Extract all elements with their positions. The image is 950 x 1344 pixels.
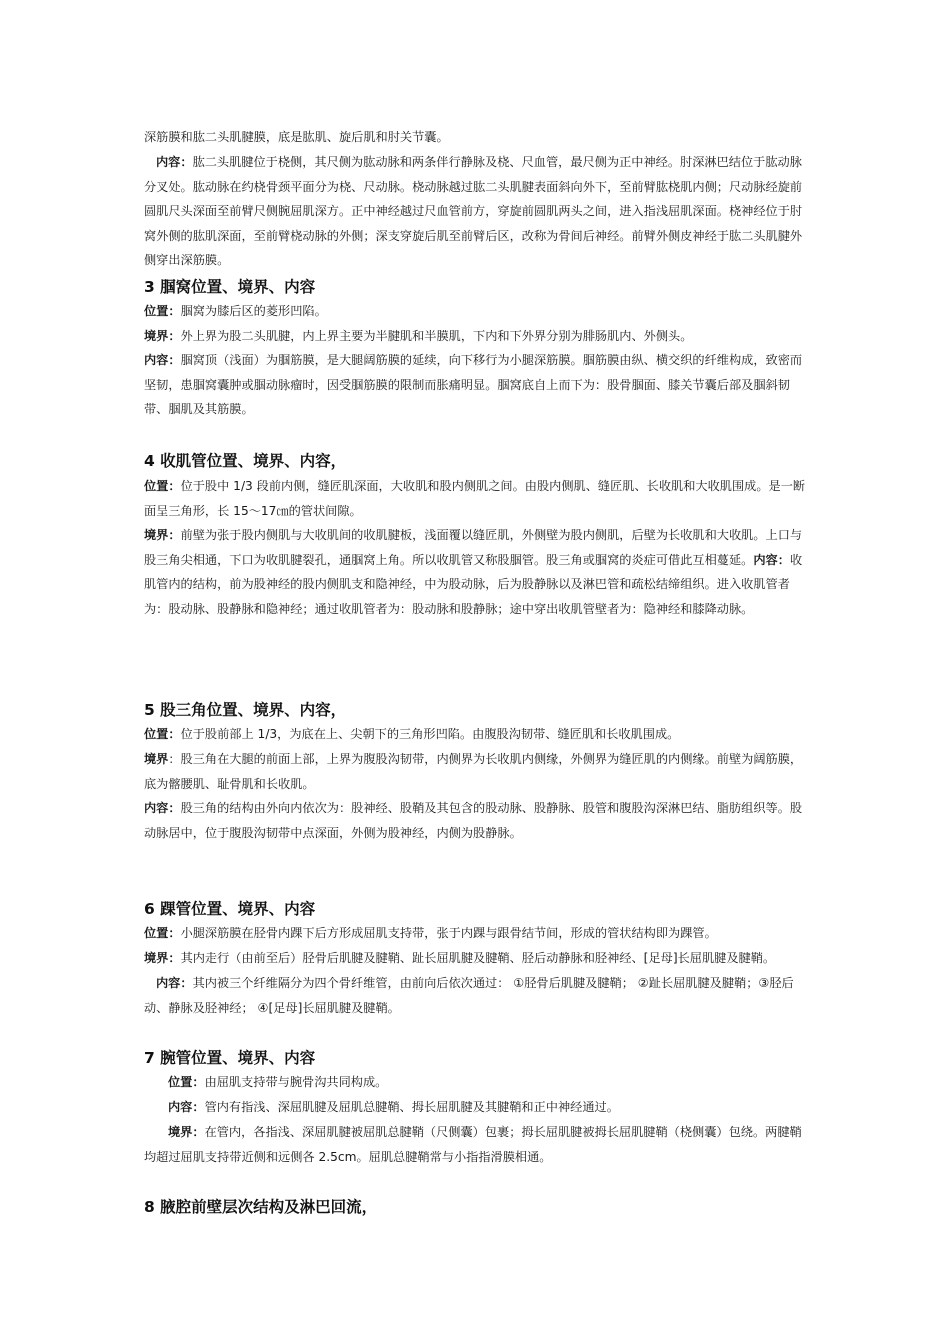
position-text: 由屈肌支持带与腕骨沟共同构成。 — [204, 1075, 388, 1089]
position-label: 位置： — [144, 304, 181, 318]
position-label: 位置： — [144, 479, 181, 493]
boundary-text: 在管内，各指浅、深屈肌腱被屈肌总腱鞘（尺侧囊）包裹；拇长屈肌腱被拇长屈肌腱鞘（桡侧囊）包绕。两腱鞘均超过屈肌支持带近侧和远侧各 2.5cm。屈肌总腱鞘常与小指指滑膜相通。 — [144, 1125, 802, 1164]
content-label: 内容： — [156, 155, 193, 169]
paragraph-adductor-boundary-content — [144, 523, 810, 621]
paragraph-tarsal-position — [144, 921, 810, 946]
heading-axillary-anterior-wall: 8 腋腔前壁层次结构及淋巴回流， — [144, 1198, 378, 1216]
paragraph-carpal-content — [144, 1095, 810, 1120]
content-text: 肱二头肌腱位于桡侧，其尺侧为肱动脉和两条伴行静脉及桡、尺血管，最尺侧为正中神经。肘深淋巴结位于肱动脉分叉处。肱动脉在约桡骨颈平面分为桡、尺动脉。桡动脉越过肱二头肌腱表面斜向外下，至前臂肱桡肌内侧；尺动脉经旋前圆肌尺头深面至前臂尺侧腕屈肌深方。正中神经越过尺血管前方，穿旋前圆肌两头之间，进入指浅屈肌深面。桡神经位于肘窝外侧的肱肌深面，至前臂桡动脉的外侧；深支穿旋后肌至前臂后区，改称为骨间后神经。前臂外侧皮神经于肱二头肌腱外侧穿出深筋膜。 — [144, 155, 803, 268]
paragraph-adductor-position — [144, 474, 810, 523]
boundary-text: 前壁为张于股内侧肌与大收肌间的收肌腱板，浅面覆以缝匠肌，外侧壁为股内侧肌，后壁为长收肌和大收肌。上口与股三角尖相通，下口为收肌腱裂孔，通腘窝上角。所以收肌管又称股腘管。股三角或腘窝的炎症可借此互相蔓延。 — [144, 528, 803, 567]
content-label: 内容： — [753, 552, 790, 567]
content-text: 其内被三个纤维隔分为四个骨纤维管，由前向后依次通过： ①胫骨后肌腱及腱鞘； ②趾长屈肌腱及腱鞘；③胫后动、静脉及胫神经； ④[足母]长屈肌腱及腱鞘。 — [144, 976, 794, 1015]
heading-popliteal-fossa: 3 腘窝位置、境界、内容 — [144, 278, 316, 296]
position-label: 位置： — [144, 727, 181, 741]
paragraph-popliteal-position — [144, 299, 810, 324]
boundary-label: 境界： — [144, 528, 181, 542]
paragraph-femoral-content — [144, 796, 810, 845]
content-text: 收肌管内的结构，前为股神经的股内侧肌支和隐神经，中为股动脉，后为股静脉以及淋巴管和疏松结缔组织。进入收肌管者为：股动脉、股静脉和隐神经；通过收肌管者为：股动脉和股静脉；途中穿出收肌管壁者为：隐神经和膝降动脉。 — [144, 552, 803, 616]
content-label: 内容： — [168, 1100, 205, 1114]
content-label: 内容： — [144, 801, 181, 815]
content-label: 内容： — [144, 353, 181, 367]
content-text: 管内有指浅、深屈肌腱及屈肌总腱鞘、拇长屈肌腱及其腱鞘和正中神经通过。 — [204, 1100, 619, 1114]
content-text: 股三角的结构由外向内依次为：股神经、股鞘及其包含的股动脉、股静脉、股管和腹股沟深淋巴结、脂肪组织等。股动脉居中，位于腹股沟韧带中点深面，外侧为股神经，内侧为股静脉。 — [144, 801, 803, 840]
paragraph-popliteal-boundary — [144, 324, 810, 349]
position-label: 位置： — [144, 926, 181, 940]
paragraph-tarsal-content — [144, 971, 810, 1020]
paragraph-femoral-position — [144, 722, 810, 747]
paragraph-cubital-content — [144, 150, 810, 273]
position-text: 位于股中 1/3 段前内侧，缝匠肌深面，大收肌和股内侧肌之间。由股内侧肌、缝匠肌、长收肌和大收肌围成。是一断面呈三角形，长 15～17㎝的管状间隙。 — [144, 479, 806, 518]
paragraph-cubital-boundary — [144, 125, 810, 150]
content-label: 内容： — [156, 976, 193, 990]
paragraph-femoral-boundary — [144, 747, 810, 796]
paragraph-carpal-position — [144, 1070, 810, 1095]
paragraph-popliteal-content — [144, 348, 810, 422]
heading-adductor-canal: 4 收肌管位置、境界、内容， — [144, 452, 347, 470]
heading-carpal-tunnel: 7 腕管位置、境界、内容 — [144, 1049, 316, 1067]
boundary-label: 境界： — [168, 1125, 205, 1139]
paragraph-tarsal-boundary — [144, 946, 810, 971]
position-text: 腘窝为膝后区的菱形凹陷。 — [180, 304, 327, 318]
content-text: 腘窝顶（浅面）为腘筋膜，是大腿阔筋膜的延续，向下移行为小腿深筋膜。腘筋膜由纵、横交织的纤维构成，致密而坚韧，患腘窝囊肿或腘动脉瘤时，因受腘筋膜的限制而胀痛明显。腘窝底自上而下为：股骨腘面、膝关节囊后部及腘斜韧带、腘肌及其筋膜。 — [144, 353, 803, 417]
boundary-text: ：股三角在大腿的前面上部，上界为腹股沟韧带，内侧界为长收肌内侧缘，外侧界为缝匠肌的内侧缘。前壁为阔筋膜，底为髂腰肌、耻骨肌和长收肌。 — [144, 752, 803, 791]
text: 深筋膜和肱二头肌腱膜，底是肱肌、旋后肌和肘关节囊。 — [144, 130, 449, 144]
position-text: 小腿深筋膜在胫骨内踝下后方形成屈肌支持带，张于内踝与跟骨结节间，形成的管状结构即为踝管。 — [180, 926, 717, 940]
boundary-label: 境界： — [144, 329, 181, 343]
heading-femoral-triangle: 5 股三角位置、境界、内容， — [144, 701, 347, 719]
boundary-text: 外上界为股二头肌腱，内上界主要为半腱肌和半膜肌，下内和下外界分别为腓肠肌内、外侧头。 — [180, 329, 693, 343]
paragraph-carpal-boundary — [144, 1120, 810, 1169]
boundary-text: 其内走行（由前至后）胫骨后肌腱及腱鞘、趾长屈肌腱及腱鞘、胫后动静脉和胫神经、[足母]长屈肌腱及腱鞘。 — [180, 951, 776, 965]
boundary-label: 境界 — [144, 752, 169, 766]
position-label: 位置： — [168, 1075, 205, 1089]
position-text: 位于股前部上 1/3，为底在上、尖朝下的三角形凹陷。由腹股沟韧带、缝匠肌和长收肌围成。 — [180, 727, 680, 741]
boundary-label: 境界： — [144, 951, 181, 965]
heading-tarsal-tunnel: 6 踝管位置、境界、内容 — [144, 900, 316, 918]
